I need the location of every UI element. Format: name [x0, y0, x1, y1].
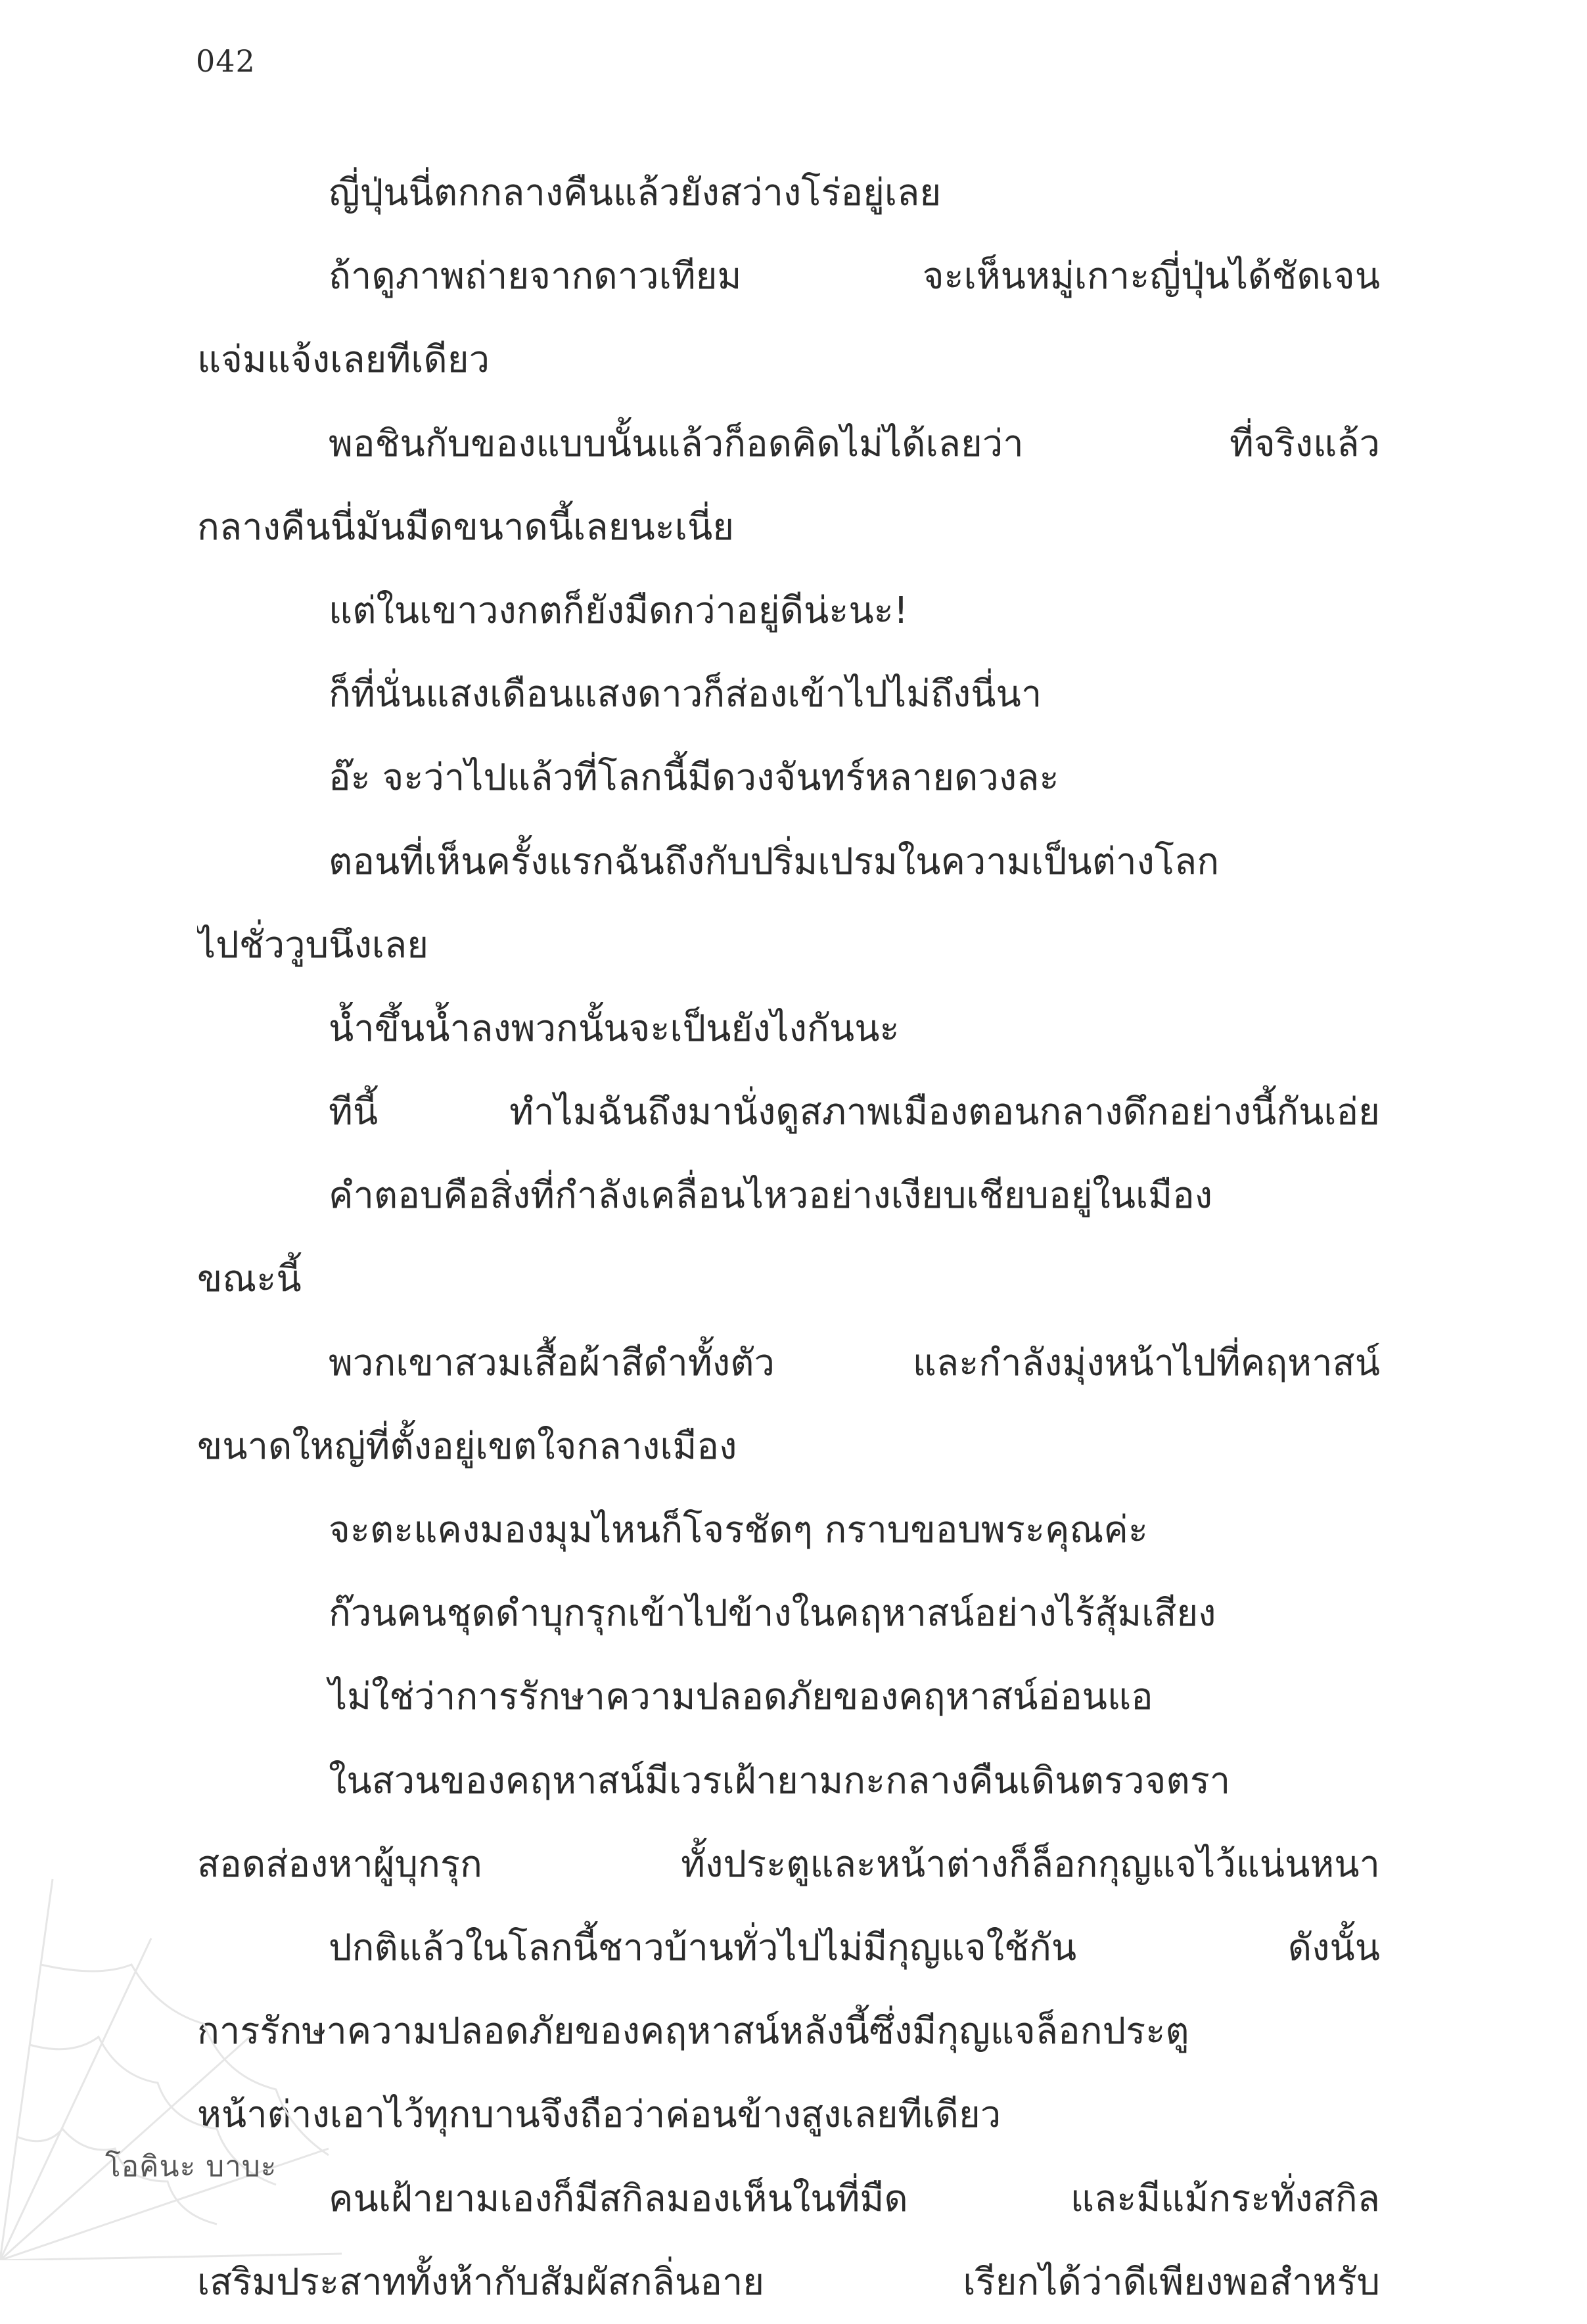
text-line: แต่ในเขาวงกตก็ยังมืดกว่าอยู่ดีน่ะนะ!: [329, 589, 909, 632]
text-line: ตอนที่เห็นครั้งแรกฉันถึงกับปริ่มเปรมในความเป็นต่างโลก: [329, 840, 1220, 883]
text-line: ไปชั่ววูบนึงเลย: [197, 923, 429, 967]
text-line: ก๊วนคนชุดดำบุกรุกเข้าไปข้างในคฤหาสน์อย่างไร้สุ้มเสียง: [329, 1592, 1216, 1635]
text-line: ขนาดใหญ่ที่ตั้งอยู่เขตใจกลางเมือง: [197, 1424, 737, 1468]
text-line: ขณะนี้: [197, 1258, 302, 1301]
text-line: เสริมประสาททั้งห้ากับสัมผัสกลิ่นอาย เรียกได้ว่าดีเพียงพอสำหรับ: [197, 2260, 1380, 2304]
text-line: การรักษาความปลอดภัยของคฤหาสน์หลังนี้ซึ่งมีกุญแจล็อกประตู: [197, 2010, 1189, 2053]
text-line: พวกเขาสวมเสื้อผ้าสีดำทั้งตัว และกำลังมุ่งหน้าไปที่คฤหาสน์: [329, 1341, 1380, 1384]
text-line: สอดส่องหาผู้บุกรุก ทั้งประตูและหน้าต่างก็ล็อกกุญแจไว้แน่นหนา: [197, 1842, 1380, 1886]
text-line: ถ้าดูภาพถ่ายจากดาวเทียม จะเห็นหมู่เกาะญี่ปุ่นได้ชัดเจน: [329, 255, 1380, 298]
text-line: ญี่ปุ่นนี่ตกกลางคืนแล้วยังสว่างโร่อยู่เลย: [329, 171, 942, 214]
text-line: น้ำขึ้นน้ำลงพวกนั้นจะเป็นยังไงกันนะ: [329, 1007, 900, 1050]
text-line: กลางคืนนี่มันมืดขนาดนี้เลยนะเนี่ย: [197, 505, 735, 549]
text-line: แจ่มแจ้งเลยทีเดียว: [197, 338, 490, 382]
spider-web-decoration: [0, 1840, 342, 2260]
text-line: คนเฝ้ายามเองก็มีสกิลมองเห็นในที่มืด และมีแม้กระทั่งสกิล: [329, 2177, 1380, 2220]
body-text: [197, 151, 1380, 2324]
text-line: ในสวนของคฤหาสน์มีเวรเฝ้ายามกะกลางคืนเดินตรวจตรา: [329, 1759, 1231, 1802]
text-line: พอชินกับของแบบนั้นแล้วก็อดคิดไม่ได้เลยว่า ที่จริงแล้ว: [329, 422, 1380, 465]
text-line: ปกติแล้วในโลกนี้ชาวบ้านทั่วไปไม่มีกุญแจใช้กัน ดังนั้น: [329, 1926, 1380, 1969]
text-line: ทีนี้ ทำไมฉันถึงมานั่งดูสภาพเมืองตอนกลางดึกอย่างนี้กันเอ่ย: [329, 1091, 1380, 1134]
text-line: ก็ที่นั่นแสงเดือนแสงดาวก็ส่องเข้าไปไม่ถึงนี่นา: [329, 673, 1042, 716]
text-line: หน้าต่างเอาไว้ทุกบานจึงถือว่าค่อนข้างสูงเลยทีเดียว: [197, 2093, 1001, 2137]
page-number: 042: [196, 43, 256, 79]
text-line: อ๊ะ จะว่าไปแล้วที่โลกนี้มีดวงจันทร์หลายดวงละ: [329, 756, 1059, 800]
text-line: จะตะแคงมองมุมไหนก็โจรชัดๆ กราบขอบพระคุณค่ะ: [329, 1509, 1148, 1551]
author-name: โอคินะ บาบะ: [105, 2150, 277, 2183]
text-line: คำตอบคือสิ่งที่กำลังเคลื่อนไหวอย่างเงียบเชียบอยู่ในเมือง: [329, 1174, 1213, 1218]
text-line: ไม่ใช่ว่าการรักษาความปลอดภัยของคฤหาสน์อ่อนแอ: [329, 1675, 1153, 1719]
